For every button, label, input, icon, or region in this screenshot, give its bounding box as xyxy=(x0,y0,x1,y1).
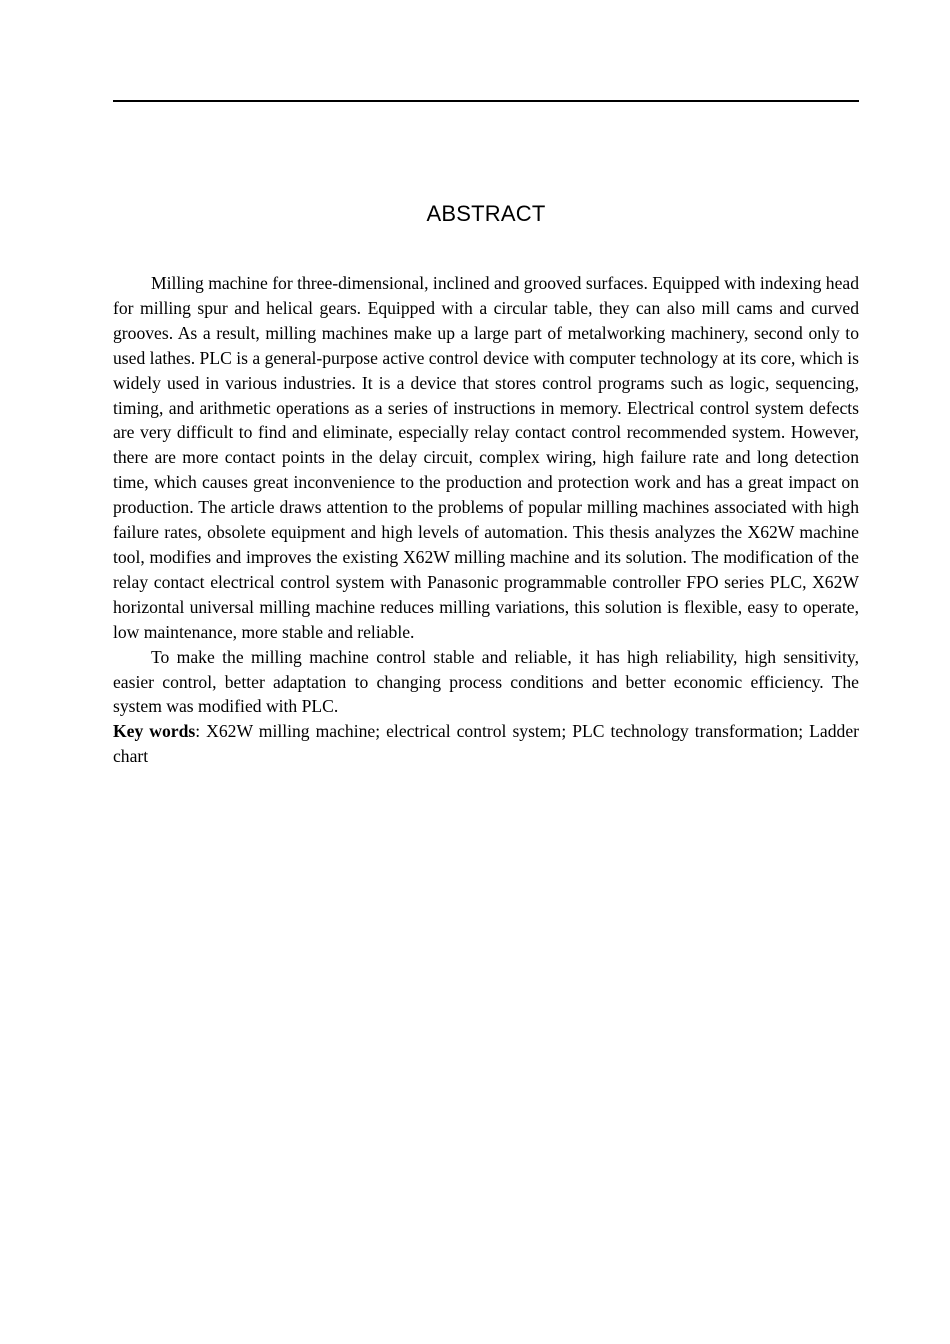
keywords-text: X62W milling machine; electrical control system; PLC technology transformation; Ladder chart xyxy=(113,721,859,767)
abstract-paragraph-2: To make the milling machine control stable and reliable, it has high reliability, high sensitivity, easier control, better adaptation to changing process conditions and better economic efficiency. The system was modified with PLC. xyxy=(113,646,859,717)
abstract-title: ABSTRACT xyxy=(426,201,546,226)
header-rule xyxy=(113,100,859,102)
abstract-paragraph-1: Milling machine for three-dimensional, inclined and grooved surfaces. Equipped with indexing head for milling spur and helical gears. Equipped with a circular table, they can also mill cams and curved grooves. As a result, milling machines make up a large part of metalworking machinery, second only to used lathes. PLC is a general-purpose active control device with computer technology at its core, which is widely used in various industries. It is a device that stores control programs such as logic, sequencing, timing, and arithmetic operations as a series of instructions in memory. Electrical control system defects are very difficult to find and eliminate, especially relay contact control recommended system. However, there are more contact points in the delay circuit, complex wiring, high failure rate and long detection time, which causes great inconvenience to the production and protection work and has a great impact on production. The article draws attention to the problems of popular milling machines associated with high failure rates, obsolete equipment and high levels of automation. This thesis analyzes the X62W machine tool, modifies and improves the existing X62W milling machine and its solution. The modification of the relay contact electrical control system with Panasonic programmable controller FPO series PLC, X62W horizontal universal milling machine reduces milling variations, this solution is flexible, easy to operate, low maintenance, more stable and reliable. xyxy=(113,273,859,642)
abstract-body xyxy=(113,271,859,769)
keywords-label: Key words xyxy=(113,721,196,742)
keywords-line xyxy=(113,719,859,769)
keywords-separator: : xyxy=(195,721,207,742)
